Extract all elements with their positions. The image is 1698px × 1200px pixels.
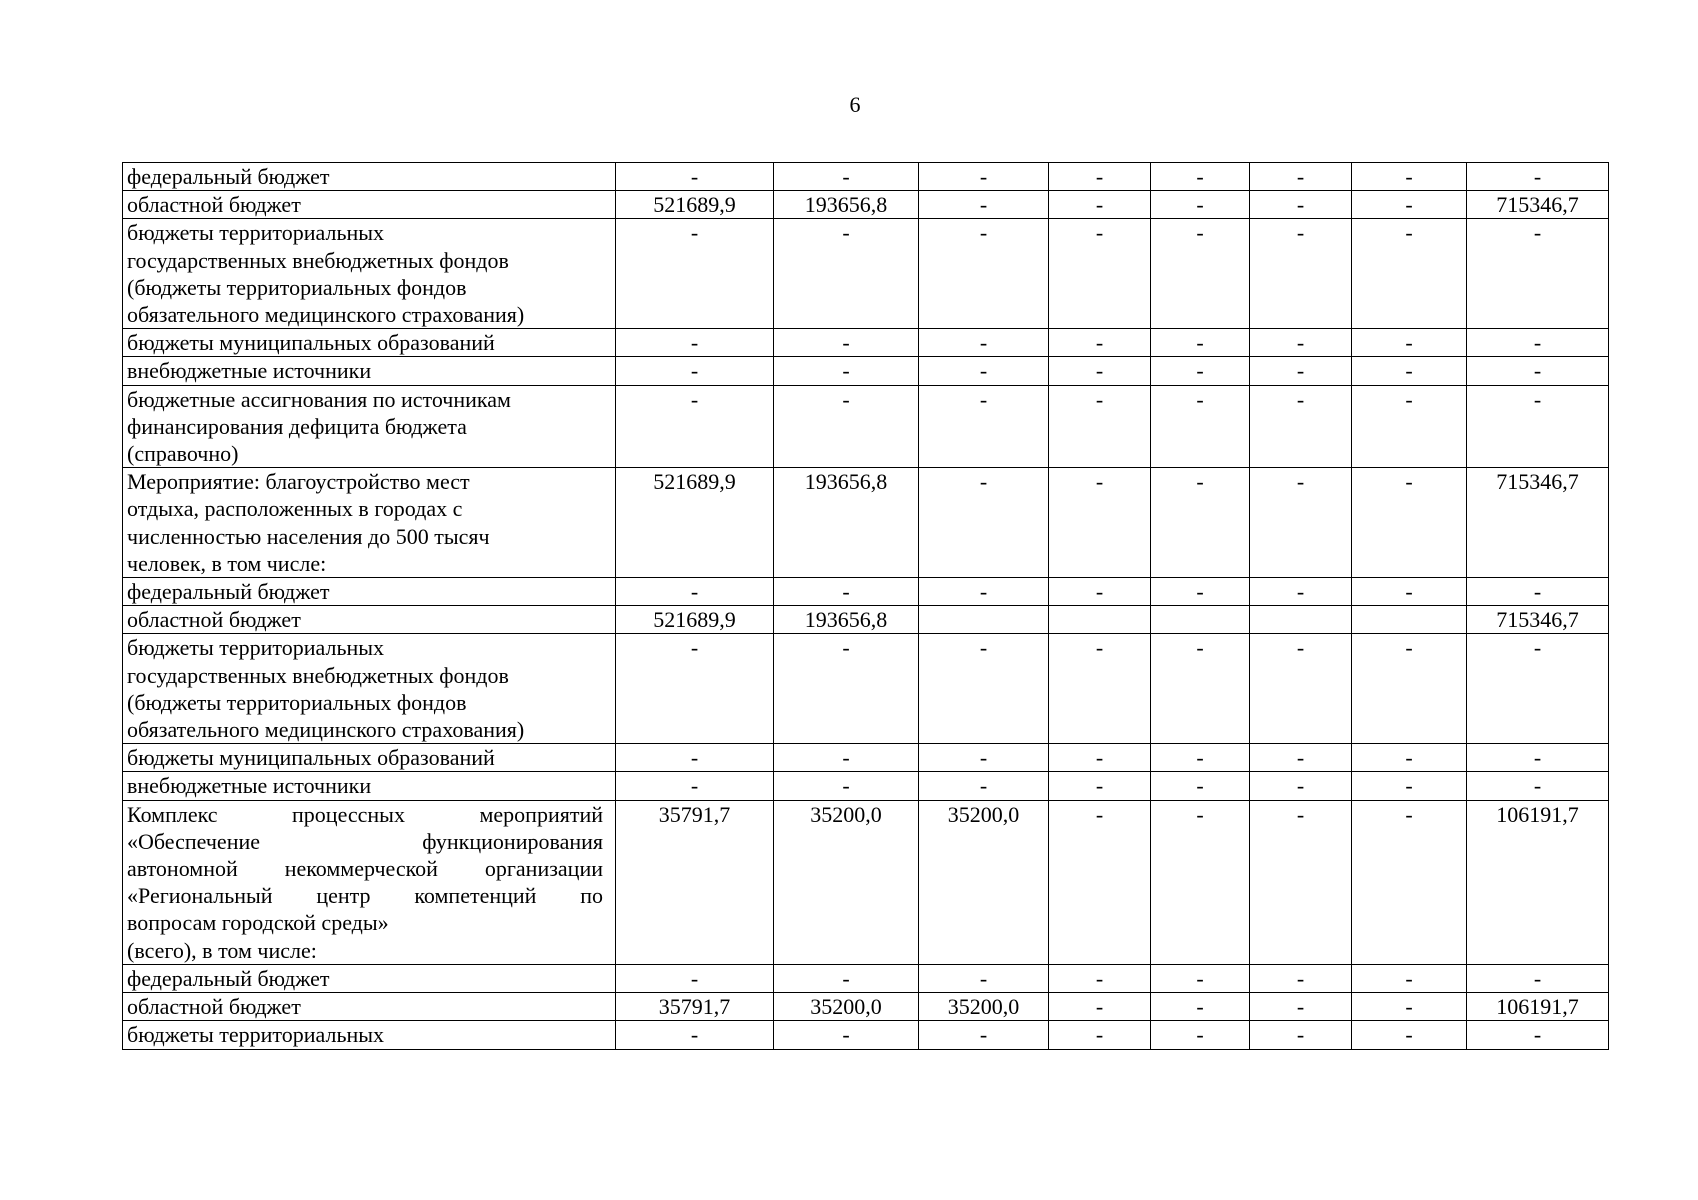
value-cell: - (919, 163, 1049, 191)
row-label-line: федеральный бюджет (127, 579, 330, 605)
value-cell: - (616, 964, 774, 992)
value-cell: - (1049, 329, 1151, 357)
value-cell: - (919, 219, 1049, 329)
value-cell: - (1250, 468, 1352, 578)
value-cell: - (1250, 1021, 1352, 1049)
value-cell: 193656,8 (774, 606, 919, 634)
row-label-line: (справочно) (127, 441, 239, 467)
table-row (123, 993, 1609, 1021)
value-cell: - (1049, 1021, 1151, 1049)
table-row (123, 468, 1609, 578)
value-cell: - (1049, 191, 1151, 219)
value-cell: - (1250, 219, 1352, 329)
value-cell: - (919, 964, 1049, 992)
value-cell: - (1250, 329, 1352, 357)
row-label-line: государственных внебюджетных фондов (127, 247, 509, 273)
value-cell: - (1250, 744, 1352, 772)
row-label-line: Комплекс процессных мероприятий (127, 801, 603, 827)
value-cell: - (1352, 191, 1467, 219)
row-label-cell (123, 1021, 616, 1049)
value-cell: 35200,0 (774, 800, 919, 964)
value-cell: - (919, 357, 1049, 385)
value-cell: - (1352, 385, 1467, 468)
value-cell: - (1049, 993, 1151, 1021)
value-cell: - (1250, 993, 1352, 1021)
value-cell: - (774, 385, 919, 468)
value-cell: - (1151, 191, 1250, 219)
value-cell: - (1049, 772, 1151, 800)
row-label-line: (всего), в том числе: (127, 937, 317, 963)
value-cell: - (1467, 964, 1609, 992)
value-cell: - (1151, 1021, 1250, 1049)
value-cell: - (1151, 772, 1250, 800)
value-cell: - (774, 219, 919, 329)
row-label-cell (123, 329, 616, 357)
value-cell: 521689,9 (616, 606, 774, 634)
row-label-line: федеральный бюджет (127, 164, 330, 189)
value-cell: - (919, 329, 1049, 357)
value-cell: - (1352, 219, 1467, 329)
row-label-cell (123, 468, 616, 578)
value-cell: - (1151, 163, 1250, 191)
row-label-cell (123, 993, 616, 1021)
value-cell: - (1250, 964, 1352, 992)
row-label-line: численностью населения до 500 тысяч (127, 523, 490, 549)
value-cell: 106191,7 (1467, 993, 1609, 1021)
value-cell: 35200,0 (919, 993, 1049, 1021)
value-cell (1352, 606, 1467, 634)
row-label-line: обязательного медицинского страхования) (127, 717, 525, 743)
row-label-line: Мероприятие: благоустройство мест (127, 469, 470, 495)
value-cell: 35791,7 (616, 800, 774, 964)
value-cell: - (1250, 578, 1352, 606)
value-cell: - (774, 329, 919, 357)
value-cell: - (1151, 993, 1250, 1021)
page-number: 6 (849, 92, 861, 117)
value-cell: - (1467, 578, 1609, 606)
value-cell: - (1151, 329, 1250, 357)
value-cell: - (1250, 634, 1352, 744)
value-cell: - (1467, 1021, 1609, 1049)
row-label-line: обязательного медицинского страхования) (127, 302, 525, 328)
value-cell: - (616, 772, 774, 800)
row-label-line: федеральный бюджет (127, 965, 330, 991)
value-cell: - (1151, 468, 1250, 578)
value-cell: - (774, 772, 919, 800)
row-label-line: бюджеты муниципальных образований (127, 330, 495, 356)
value-cell: - (1049, 219, 1151, 329)
value-cell: - (1151, 800, 1250, 964)
value-cell: - (1467, 744, 1609, 772)
value-cell: - (919, 468, 1049, 578)
value-cell: - (774, 964, 919, 992)
row-label-cell (123, 163, 616, 191)
row-label-line: областной бюджет (127, 192, 301, 218)
value-cell: - (1151, 219, 1250, 329)
value-cell: - (616, 219, 774, 329)
value-cell: - (1352, 744, 1467, 772)
table-row (123, 191, 1609, 219)
value-cell: - (919, 772, 1049, 800)
table-row (123, 964, 1609, 992)
value-cell: - (1250, 772, 1352, 800)
value-cell (1151, 606, 1250, 634)
value-cell: - (1151, 964, 1250, 992)
row-label-line: (бюджеты территориальных фондов (127, 689, 467, 715)
table-row (123, 163, 1609, 191)
table-row (123, 385, 1609, 468)
row-label-line: государственных внебюджетных фондов (127, 662, 509, 688)
table-row (123, 1021, 1609, 1049)
row-label-cell (123, 385, 616, 468)
row-label-line: «Обеспечение функционирования (127, 828, 603, 854)
value-cell: - (1352, 578, 1467, 606)
table-row (123, 744, 1609, 772)
value-cell (919, 606, 1049, 634)
value-cell: - (1151, 357, 1250, 385)
row-label-line: внебюджетные источники (127, 773, 372, 799)
value-cell: - (616, 744, 774, 772)
value-cell: - (919, 191, 1049, 219)
row-label-line: вопросам городской среды» (127, 910, 389, 936)
value-cell: - (1352, 993, 1467, 1021)
table-row (123, 634, 1609, 744)
value-cell: - (1049, 578, 1151, 606)
value-cell: - (616, 578, 774, 606)
value-cell: - (1250, 385, 1352, 468)
value-cell: - (774, 1021, 919, 1049)
value-cell: 35200,0 (774, 993, 919, 1021)
value-cell: - (1049, 357, 1151, 385)
value-cell: - (1151, 578, 1250, 606)
value-cell: - (1352, 357, 1467, 385)
value-cell: - (1049, 744, 1151, 772)
value-cell: - (1049, 468, 1151, 578)
value-cell: - (919, 744, 1049, 772)
value-cell: - (774, 357, 919, 385)
row-label-line: бюджеты территориальных (127, 1022, 385, 1048)
value-cell: - (774, 578, 919, 606)
row-label-cell (123, 357, 616, 385)
row-label-line: бюджетные ассигнования по источникам (127, 386, 511, 412)
value-cell: - (919, 578, 1049, 606)
row-label-line: «Региональный центр компетенций по (127, 883, 603, 909)
value-cell: - (1352, 1021, 1467, 1049)
value-cell: - (616, 634, 774, 744)
row-label-line: финансирования дефицита бюджета (127, 413, 467, 439)
value-cell: - (774, 744, 919, 772)
row-label-line: бюджеты территориальных (127, 220, 385, 246)
value-cell: - (1352, 634, 1467, 744)
value-cell: - (1250, 800, 1352, 964)
value-cell: 715346,7 (1467, 468, 1609, 578)
value-cell: - (774, 163, 919, 191)
value-cell: - (1049, 385, 1151, 468)
value-cell: - (1467, 163, 1609, 191)
value-cell (1049, 606, 1151, 634)
value-cell: - (1467, 385, 1609, 468)
row-label-cell (123, 772, 616, 800)
row-label-line: бюджеты территориальных (127, 635, 385, 661)
value-cell: - (1352, 329, 1467, 357)
value-cell: - (919, 634, 1049, 744)
value-cell: - (1049, 964, 1151, 992)
value-cell: - (616, 163, 774, 191)
value-cell: 106191,7 (1467, 800, 1609, 964)
row-label-cell (123, 578, 616, 606)
row-label-cell (123, 964, 616, 992)
row-label-line: бюджеты муниципальных образований (127, 745, 495, 771)
value-cell: 521689,9 (616, 191, 774, 219)
row-label-line: областной бюджет (127, 607, 301, 633)
value-cell: - (919, 385, 1049, 468)
value-cell (1250, 606, 1352, 634)
value-cell: - (1049, 163, 1151, 191)
row-label-line: человек, в том числе: (127, 550, 327, 576)
value-cell: - (1151, 385, 1250, 468)
value-cell: - (1467, 357, 1609, 385)
table-row (123, 219, 1609, 329)
value-cell: - (616, 1021, 774, 1049)
value-cell: 35791,7 (616, 993, 774, 1021)
value-cell: - (1352, 163, 1467, 191)
row-label-cell (123, 219, 616, 329)
value-cell: - (1352, 964, 1467, 992)
table-row (123, 578, 1609, 606)
value-cell: - (1049, 634, 1151, 744)
value-cell: - (1352, 772, 1467, 800)
value-cell: - (616, 385, 774, 468)
value-cell: - (1352, 800, 1467, 964)
value-cell: - (919, 1021, 1049, 1049)
row-label-line: (бюджеты территориальных фондов (127, 274, 467, 300)
value-cell: - (1467, 634, 1609, 744)
row-label-cell (123, 744, 616, 772)
value-cell: 715346,7 (1467, 606, 1609, 634)
row-label-line: автономной некоммерческой организации (127, 856, 603, 882)
value-cell: - (1049, 800, 1151, 964)
value-cell: - (1250, 191, 1352, 219)
row-label-cell (123, 191, 616, 219)
value-cell: - (1467, 329, 1609, 357)
row-label-cell (123, 606, 616, 634)
value-cell: 715346,7 (1467, 191, 1609, 219)
row-label-cell (123, 800, 616, 964)
value-cell: 193656,8 (774, 191, 919, 219)
row-label-line: отдыха, расположенных в городах с (127, 496, 463, 522)
value-cell: 193656,8 (774, 468, 919, 578)
value-cell: - (1250, 163, 1352, 191)
value-cell: - (774, 634, 919, 744)
table-row (123, 772, 1609, 800)
row-label-line: внебюджетные источники (127, 358, 372, 384)
value-cell: - (616, 357, 774, 385)
table-row (123, 800, 1609, 964)
value-cell: - (1352, 468, 1467, 578)
table-row (123, 357, 1609, 385)
value-cell: - (1151, 634, 1250, 744)
table-row (123, 606, 1609, 634)
value-cell: 521689,9 (616, 468, 774, 578)
table-row (123, 329, 1609, 357)
value-cell: - (1467, 772, 1609, 800)
value-cell: - (1467, 219, 1609, 329)
row-label-line: областной бюджет (127, 994, 301, 1020)
value-cell: 35200,0 (919, 800, 1049, 964)
table-body (123, 163, 1609, 1050)
value-cell: - (1151, 744, 1250, 772)
value-cell: - (1250, 357, 1352, 385)
row-label-cell (123, 634, 616, 744)
value-cell: - (616, 329, 774, 357)
budget-table (122, 162, 1609, 1050)
